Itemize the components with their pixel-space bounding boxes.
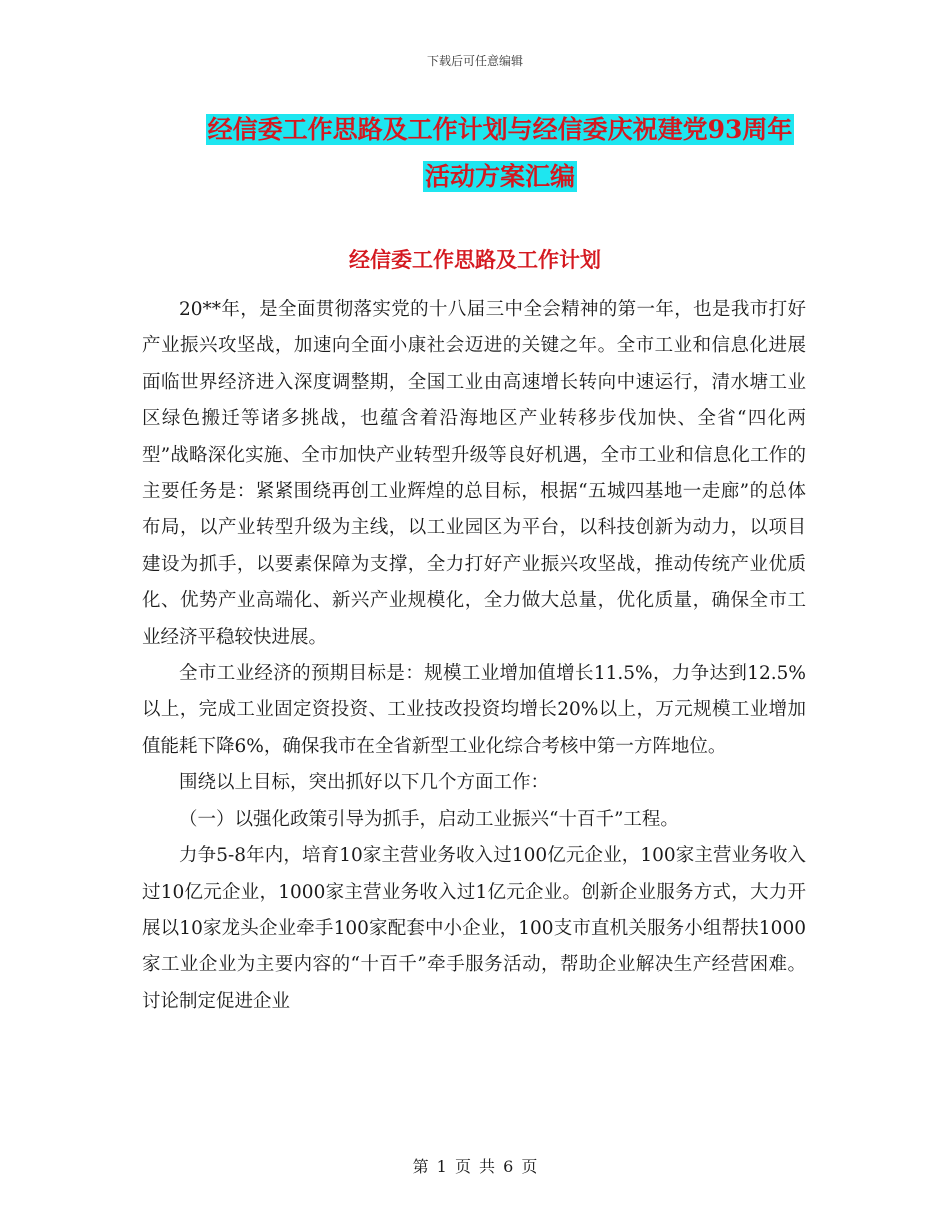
document-title-line-1: 经信委工作思路及工作计划与经信委庆祝建党93周年 — [207, 115, 793, 144]
document-body — [142, 292, 806, 1020]
page-number-footer: 第 1 页 共 6 页 — [412, 1157, 538, 1176]
body-paragraph: 全市工业经济的预期目标是：规模工业增加值增长11.5%，力争达到12.5%以上，完成工业固定资投资、工业技改投资均增长20%以上，万元规模工业增加值能耗下降6%，确保我市在全省新型工业化综合考核中第一方阵地位。 — [142, 663, 806, 757]
document-title-line-2: 活动方案汇编 — [424, 162, 575, 191]
body-paragraph: （一）以强化政策引导为抓手，启动工业振兴“十百千”工程。 — [179, 808, 679, 830]
document-title — [110, 106, 890, 200]
body-paragraph: 力争5-8年内，培育10家主营业务收入过100亿元企业，100家主营业务收入过10亿元企业，1000家主营业务收入过1亿元企业。创新企业服务方式，大力开展以10家龙头企业牵手100家配套中小企业，100支市直机关服务小组帮扶1000家工业企业为主要内容的“十百千”牵手服务活动，帮助企业解决生产经营困难。讨论制定促进企业 — [142, 845, 806, 1012]
body-paragraph: 20**年，是全面贯彻落实党的十八届三中全会精神的第一年，也是我市打好产业振兴攻坚战，加速向全面小康社会迈进的关键之年。全市工业和信息化进展面临世界经济进入深度调整期，全国工业由高速增长转向中速运行，清水塘工业区绿色搬迁等诸多挑战，也蕴含着沿海地区产业转移步伐加快、全省“四化两型”战略深化实施、全市加快产业转型升级等良好机遇，全市工业和信息化工作的主要任务是：紧紧围绕再创工业辉煌的总目标，根据“五城四基地一走廊”的总体布局，以产业转型升级为主线，以工业园区为平台，以科技创新为动力，以项目建设为抓手，以要素保障为支撑，全力打好产业振兴攻坚战，推动传统产业优质化、优势产业高端化、新兴产业规模化，全力做大总量，优化质量，确保全市工业经济平稳较快进展。 — [142, 299, 806, 648]
section-title: 经信委工作思路及工作计划 — [349, 247, 601, 272]
page-header-note: 下载后可任意编辑 — [426, 54, 523, 68]
body-paragraph: 围绕以上目标，突出抓好以下几个方面工作： — [179, 772, 550, 794]
